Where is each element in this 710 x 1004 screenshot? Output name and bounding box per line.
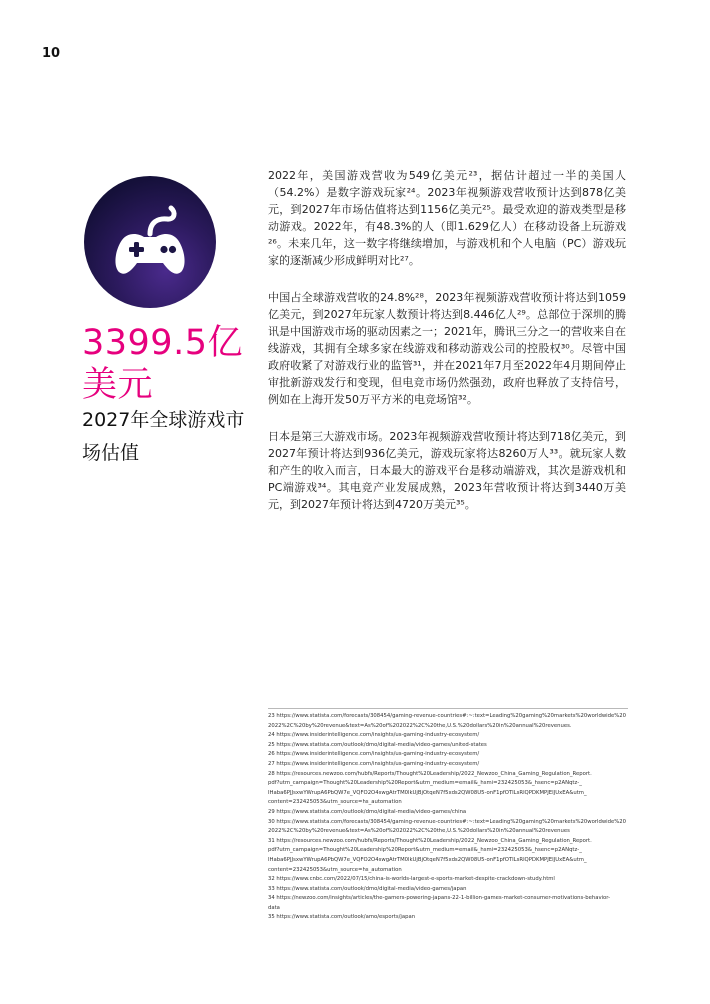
footnote-line: pdf?utm_campaign=Thought%20Leadership%20Report&utm_medium=email&_hsmi=232425053&_hsenc=p2ANqtz-_ — [268, 847, 582, 854]
footnote-line: IHaba6PJJsxwYWrupA6PbQW7e_VQFO2O4swgAtrTM0lkUjBjOtqeN7f5xds2QW08U5-onF1pfOTILsRlQPDKMPJEIJUxEA&utm_ — [268, 856, 587, 863]
footnote-line: 25 https://www.statista.com/outlook/dmo/digital-media/video-games/united-states — [268, 741, 487, 748]
footnote-line: 28 https://resources.newzoo.com/hubfs/Reports/Thought%20Leadership/2022_Newzoo_China_Gaming_Regulation_Report. — [268, 770, 592, 777]
gamepad-icon-badge — [84, 176, 216, 308]
footnote-line: 2022%2C%20by%20revenue&text=As%20of%202022%2C%20the,U.S.%20dollars%20in%20annual%20revenues — [268, 828, 570, 835]
footnote-line: content=232425053&utm_source=hs_automation — [268, 799, 402, 806]
footnote-line: IHaba6PJJsxwYWrupA6PbQW7e_VQFO2O4swgAtrTM0lkUjBjOtqeN7f5xds2QW08U5-onF1pfOTILsRlQPDKMPJEIJUxEA&utm_ — [268, 789, 587, 796]
footnote-line: 33 https://www.statista.com/outlook/dmo/digital-media/video-games/japan — [268, 885, 467, 892]
footnote-line: 2022%2C%20by%20revenue&text=As%20of%202022%2C%20the,U.S.%20dollars%20in%20annual%20revenues. — [268, 722, 572, 729]
footnote-line: 26 https://www.insiderintelligence.com/insights/us-gaming-industry-ecosystem/ — [268, 751, 480, 758]
highlight-caption: 2027年全球游戏市场估值 — [82, 409, 245, 464]
footnote-line: 34 https://newzoo.com/insights/articles/the-gamers-powering-japans-22-1-billion-games-market-consumer-motivations-behavior- — [268, 895, 611, 902]
paragraph-china-market: 中国占全球游戏营收的24.8%²⁸，2023年视频游戏营收预计将达到1059亿美元，到2027年玩家人数预计将达到8.446亿人²⁹。总部位于深圳的腾讯是中国游戏市场的驱动因素之一；2021年，腾讯三分之一的营收来自在线游戏，其拥有全球多家在线游戏和移动游戏公司的控股权³⁰。尽管中国政府收紧了对游戏行业的监管³¹，并在2021年7月至2022年4月期间停止审批新游戏发行和变现，但电竞市场仍然强劲，政府也释放了支持信号，例如在上海开发50万平方米的电竞场馆³²。 — [268, 291, 626, 406]
highlight-value: 3399.5亿美元 — [82, 323, 243, 405]
footnote-line: 32 https://www.cnbc.com/2022/07/15/china-is-worlds-largest-e-sports-market-despite-crackdown-study.html — [268, 876, 555, 883]
page-number: 10 — [42, 46, 61, 61]
footnotes — [268, 708, 628, 923]
paragraph-japan-market: 日本是第三大游戏市场。2023年视频游戏营收预计将达到718亿美元，到2027年预计将达到936亿美元，游戏玩家将达8260万人³³。就玩家人数和产生的收入而言，日本最大的游戏平台是移动端游戏，其次是游戏机和PC端游戏³⁴。其电竞产业发展成熟，2023年营收预计将达到3440万美元，到2027年预计将达到4720万美元³⁵。 — [268, 430, 626, 511]
gamepad-icon — [84, 176, 216, 308]
footnote-line: 30 https://www.statista.com/forecasts/308454/gaming-revenue-countries#:~:text=Leading%20gaming%20markets%20worldwide%20 — [268, 818, 627, 825]
footnote-line: 23 https://www.statista.com/forecasts/308454/gaming-revenue-countries#:~:text=Leading%20gaming%20markets%20worldwide%20 — [268, 713, 627, 719]
footnote-line: 29 https://www.statista.com/outlook/dmo/digital-media/video-games/china — [268, 808, 467, 815]
footnote-line: 27 https://www.insiderintelligence.com/insights/us-gaming-industry-ecosystem/ — [268, 760, 480, 767]
footnote-line: 35 https://www.statista.com/outlook/amo/esports/japan — [268, 914, 416, 921]
footnote-line: data — [268, 904, 280, 911]
paragraph-us-market: 2022年，美国游戏营收为549亿美元²³，据估计超过一半的美国人（54.2%）是数字游戏玩家²⁴。2023年视频游戏营收预计达到878亿美元，到2027年市场估值将达到1156亿美元²⁵。最受欢迎的游戏类型是移动游戏。2022年，有48.3%的人（即1.629亿人）在移动设备上玩游戏²⁶。未来几年，这一数字将继续增加，与游戏机和个人电脑（PC）游戏玩家的逐渐减少形成鲜明对比²⁷。 — [268, 169, 626, 267]
body-text — [268, 167, 626, 533]
footnote-line: 31 https://resources.newzoo.com/hubfs/Reports/Thought%20Leadership/2022_Newzoo_China_Gaming_Regulation_Report. — [268, 837, 592, 844]
footnote-line: content=232425053&utm_source=hs_automation — [268, 866, 402, 873]
footnote-line: pdf?utm_campaign=Thought%20Leadership%20Report&utm_medium=email&_hsmi=232425053&_hsenc=p2ANqtz-_ — [268, 780, 582, 787]
footnote-line: 24 https://www.insiderintelligence.com/insights/us-gaming-industry-ecosystem/ — [268, 732, 480, 739]
